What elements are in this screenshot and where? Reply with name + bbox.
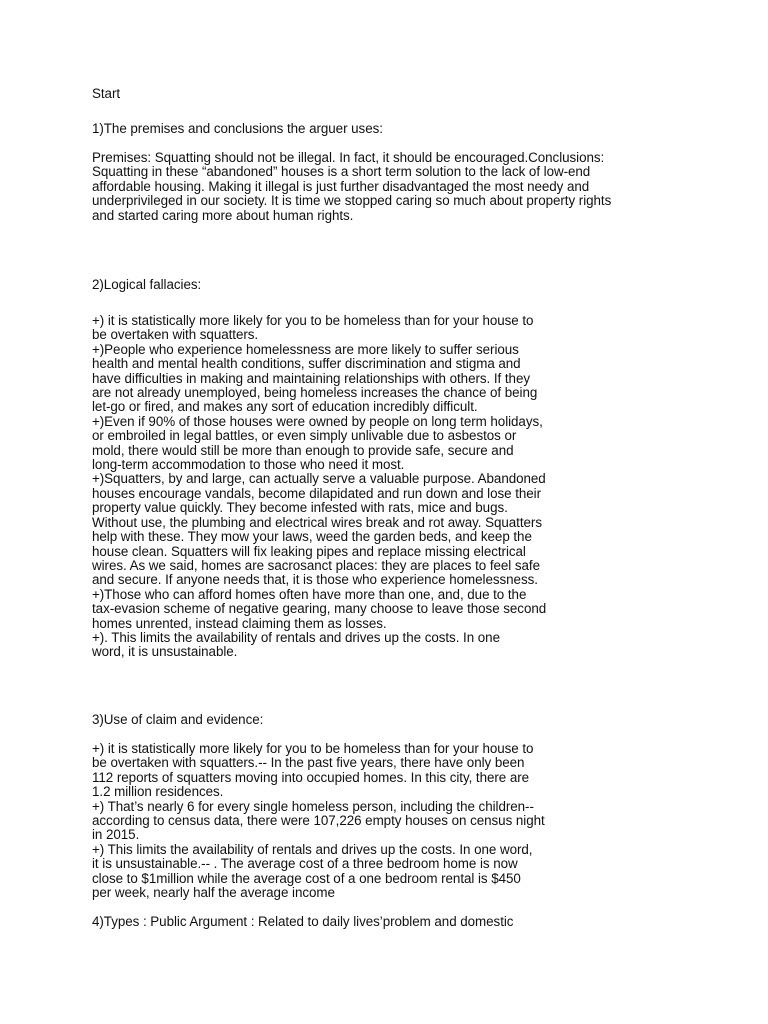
section-3-heading: 3)Use of claim and evidence: — [92, 712, 264, 727]
section-3-body: +) it is statistically more likely for you to be homeless than for your house to be overtaken with squatters.-- In the past five years, there have only been 112 reports of squatters moving into occupied homes. In this city, there are 1.2 million residences. +) That’s nearly 6 for every single homeless person, including the children-- according to census data, there were 107,226 empty houses on census night in 2015. +) This limits the availability of rentals and drives up the costs. In one word, it is unsustainable.-- . The average cost of a three bedroom home is now close to $1million while the average cost of a one bedroom rental is $450 per week, nearly half the average income — [92, 741, 545, 901]
section-4-heading: 4)Types : Public Argument : Related to daily lives’problem and domestic — [92, 914, 514, 929]
section-1-body: Premises: Squatting should not be illegal. In fact, it should be encouraged.Conclusions: Squatting in these “abandoned” houses is a short term solution to the lack of low-end affordable housing. Making it illegal is just further disadvantaged the most needy and underprivileged in our society. It is time we stopped caring so much about property rights and started caring more about human rights. — [92, 150, 612, 223]
section-2-body: +) it is statistically more likely for you to be homeless than for your house to be overtaken with squatters. +)People who experience homelessness are more likely to suffer serious health and mental health conditions, suffer discrimination and stigma and have difficulties in making and maintaining relationships with others. If they are not already unemployed, being homeless increases the chance of being let-go or fired, and makes any sort of education incredibly difficult. +)Even if 90% of those houses were owned by people on long term holidays, or embroiled in legal battles, or even simply unlivable due to asbestos or mold, there would still be more than enough to provide safe, secure and long-term accommodation to those who need it most. +)Squatters, by and large, can actually serve a valuable purpose. Abandoned houses encourage vandals, become dilapidated and run down and lose their property value quickly. They become infested with rats, mice and bugs. Without use, the plumbing and electrical wires break and rot away. Squatters help with these. They mow your laws, weed the garden beds, and keep the house clean. Squatters will fix leaking pipes and replace missing electrical wires. As we said, homes are sacrosanct places: they are places to feel safe and secure. If anyone needs that, it is those who experience homelessness. +)Those who can afford homes often have more than one, and, due to the tax-evasion scheme of negative gearing, many choose to leave those second homes unrented, instead claiming them as losses. +). This limits the availability of rentals and drives up the costs. In one word, it is unsustainable. — [92, 313, 547, 660]
start-label: Start — [92, 86, 121, 101]
section-1-heading: 1)The premises and conclusions the arguer uses: — [92, 121, 383, 136]
section-2-heading: 2)Logical fallacies: — [92, 277, 202, 292]
